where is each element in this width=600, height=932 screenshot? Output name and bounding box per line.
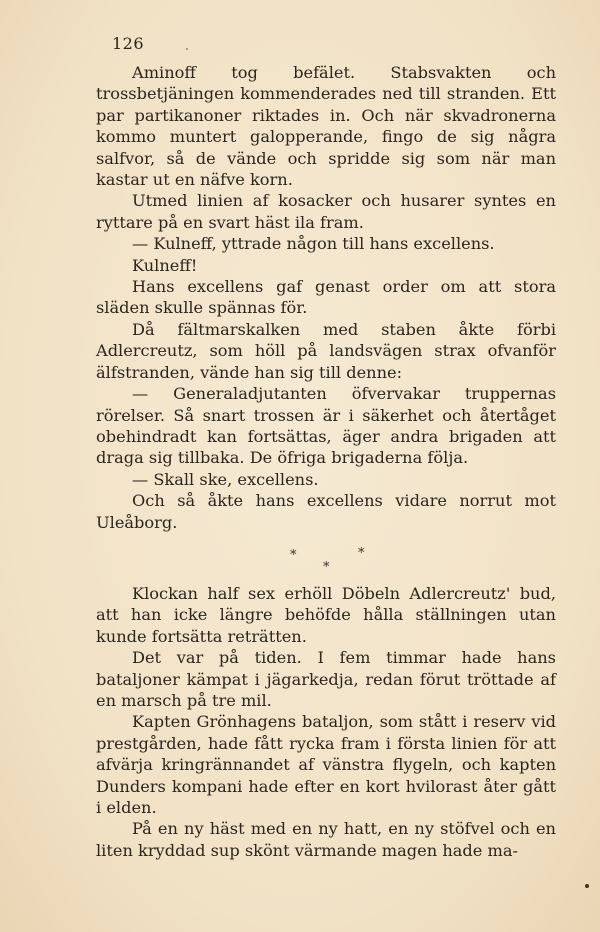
asterisk-icon: * xyxy=(290,547,297,563)
paragraph: Det var på tiden. I fem timmar hade hans bataljoner kämpat i jägarkedja, redan förut tröttade af en marsch på tre mil. xyxy=(96,648,556,710)
paragraph: Då fältmarskalken med staben åkte förbi Adlercreutz, som höll på landsvägen strax ofvanför älfstranden, vände han sig till denne: xyxy=(96,319,556,382)
paragraph: — Generaladjutanten öfvervakar truppernas rörelser. Så snart trossen är i säkerhet och återtåget obehindradt kan fortsättas, äger andra brigaden att draga sig tillbaka. De öfriga brigaderna följa. xyxy=(96,384,556,468)
paragraph: Aminoff tog befälet. Stabsvakten och trossbetjäningen kommenderades ned till stranden. Ett par partikanoner riktades in. Och när skvadronerna kommo muntert galopperande, fingo de sig några salfvor, så de vände och spridde sig som när man kastar ut en näfve korn. xyxy=(96,63,556,190)
section-break-ornament xyxy=(96,533,556,583)
paragraph: — Kulneff, yttrade någon till hans excellens. xyxy=(132,234,495,254)
paragraph: Utmed linien af kosacker och husarer syntes en ryttare på en svart häst ila fram. xyxy=(96,191,556,232)
asterisk-icon: * xyxy=(323,559,330,575)
page-number: 126 xyxy=(112,34,145,53)
paragraph: Kapten Grönhagens bataljon, som stått i reserv vid prestgården, hade fått rycka fram i första linien för att afvärja kringrännandet af vänstra flygeln, och kapten Dunders kompani hade efter en kort hvilorast åter gått i elden. xyxy=(96,712,556,817)
asterisk-icon: * xyxy=(358,545,365,561)
ink-speck xyxy=(186,48,188,50)
paragraph: Klockan half sex erhöll Döbeln Adlercreutz' bud, att han icke längre behöfde hålla ställningen utan kunde fortsätta reträtten. xyxy=(96,583,556,646)
paragraph: — Skall ske, excellens. xyxy=(132,469,319,489)
paragraph: Kulneff! xyxy=(132,255,198,275)
paragraph: På en ny häst med en ny hatt, en ny stöfvel och en liten kryddad sup skönt värmande magen hade ma- xyxy=(96,819,556,860)
paragraph: Och så åkte hans excellens vidare norrut mot Uleåborg. xyxy=(96,491,556,532)
ink-speck xyxy=(585,884,589,888)
body-text xyxy=(96,62,556,861)
paragraph: Hans excellens gaf genast order om att stora släden skulle spännas för. xyxy=(96,277,556,318)
